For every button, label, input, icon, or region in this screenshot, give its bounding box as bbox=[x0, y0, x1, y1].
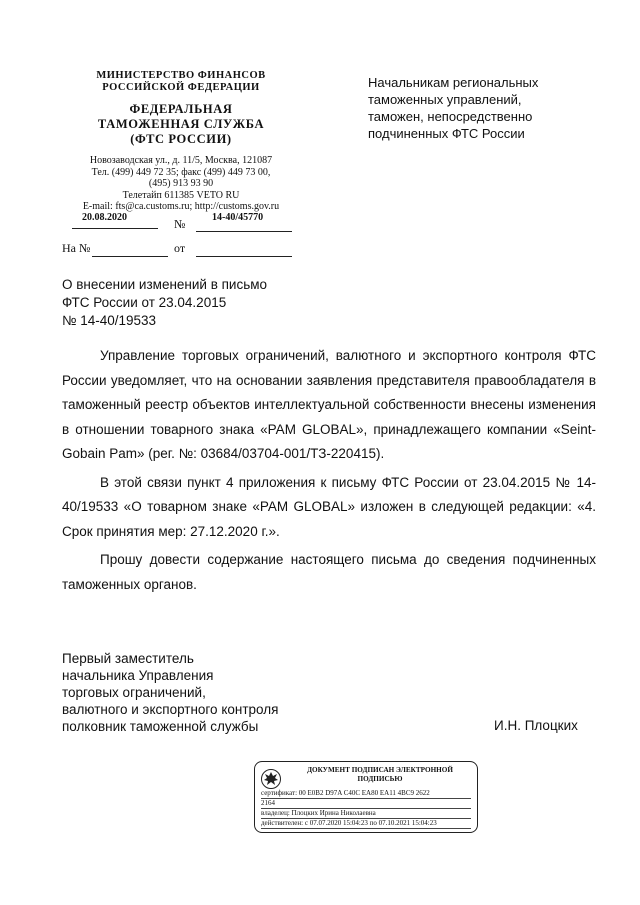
addressee-line: таможенных управлений, bbox=[368, 92, 522, 107]
signer-line: торговых ограничений, bbox=[62, 685, 206, 700]
subject-block bbox=[62, 276, 322, 330]
reference-date-underline bbox=[196, 256, 292, 257]
body-paragraph: Прошу довести содержание настоящего письма до сведения подчиненных таможенных органов. bbox=[62, 552, 596, 592]
document-number: 14-40/45770 bbox=[212, 212, 264, 223]
ministry-line: МИНИСТЕРСТВО ФИНАНСОВ bbox=[96, 70, 266, 81]
service-line: ТАМОЖЕННАЯ СЛУЖБА bbox=[97, 117, 265, 131]
contact-email: E-mail: fts@ca.customs.ru; http://customs.gov.ru bbox=[82, 201, 280, 212]
stamp-validity: действителен: с 07.07.2020 15:04:23 по 07.10.2021 15:04:23 bbox=[261, 819, 471, 829]
number-sign: № bbox=[174, 217, 186, 231]
signer-name: И.Н. Плоцких bbox=[494, 718, 578, 733]
signer-line: валютного и экспортного контроля bbox=[62, 702, 279, 717]
number-underline bbox=[196, 231, 292, 232]
stamp-title bbox=[289, 766, 471, 783]
ministry-line: РОССИЙСКОЙ ФЕДЕРАЦИИ bbox=[102, 82, 260, 93]
reference-label: На № bbox=[62, 241, 91, 255]
addressee-block bbox=[368, 74, 608, 142]
ministry-name bbox=[56, 70, 306, 94]
signer-line: начальника Управления bbox=[62, 668, 214, 683]
signer-line: полковник таможенной службы bbox=[62, 719, 259, 734]
service-name bbox=[56, 102, 306, 147]
subject-line: ФТС России от 23.04.2015 bbox=[62, 295, 227, 310]
contact-phone: Тел. (499) 449 72 35; факс (499) 449 73 00, bbox=[91, 166, 271, 178]
electronic-signature-stamp bbox=[254, 761, 478, 833]
date-underline bbox=[72, 228, 158, 229]
addressee-line: таможен, непосредственно bbox=[368, 109, 533, 124]
service-line: ФЕДЕРАЛЬНАЯ bbox=[129, 102, 233, 116]
sender-header bbox=[56, 70, 306, 213]
service-line: (ФТС РОССИИ) bbox=[130, 132, 232, 146]
eagle-emblem-icon bbox=[260, 768, 282, 790]
letter-body bbox=[62, 344, 596, 601]
signer-line: Первый заместитель bbox=[62, 651, 194, 666]
subject-line: № 14-40/19533 bbox=[62, 313, 157, 328]
signer-position bbox=[62, 650, 342, 735]
reference-from: от bbox=[174, 241, 186, 255]
subject-line: О внесении изменений в письмо bbox=[62, 277, 268, 292]
stamp-details bbox=[261, 789, 471, 829]
stamp-certificate: сертификат: 00 E0B2 D97A C40C EA80 EA11 4BC9 2622 bbox=[261, 789, 471, 799]
body-paragraph: В этой связи пункт 4 приложения к письму ФТС России от 23.04.2015 № 14-40/19533 «О товарном знаке «PAM GLOBAL» изложен в следующей редакции: «4. Срок принятия мер: 27.12.2020 г.». bbox=[62, 474, 596, 539]
addressee-line: подчиненных ФТС России bbox=[368, 126, 525, 141]
body-paragraph: Управление торговых ограничений, валютного и экспортного контроля ФТС России уведомляет, что на основании заявления представителя правообладателя в таможенный реестр объектов интеллектуальной собственности внесены изменения в отношении товарного знака «PAM GLOBAL», принадлежащего компании «Seint-Gobain Pam» (рег. №: 03684/03704-001/ТЗ-220415). bbox=[62, 348, 596, 461]
contact-details bbox=[56, 155, 306, 213]
contact-teletype: Телетайп 611385 VETO RU bbox=[122, 189, 240, 201]
stamp-title-line: ПОДПИСЬЮ bbox=[357, 774, 403, 783]
stamp-owner: владелец: Плоцких Ирина Николаевна bbox=[261, 809, 471, 819]
reference-underline bbox=[92, 256, 168, 257]
contact-phone-2: (495) 913 93 90 bbox=[148, 178, 214, 189]
stamp-title-line: ДОКУМЕНТ ПОДПИСАН ЭЛЕКТРОННОЙ bbox=[307, 766, 453, 774]
document-date: 20.08.2020 bbox=[82, 212, 127, 223]
contact-address: Новозаводская ул., д. 11/5, Москва, 121087 bbox=[89, 155, 273, 166]
stamp-certificate-cont: 2164 bbox=[261, 799, 471, 809]
addressee-line: Начальникам региональных bbox=[368, 75, 539, 90]
